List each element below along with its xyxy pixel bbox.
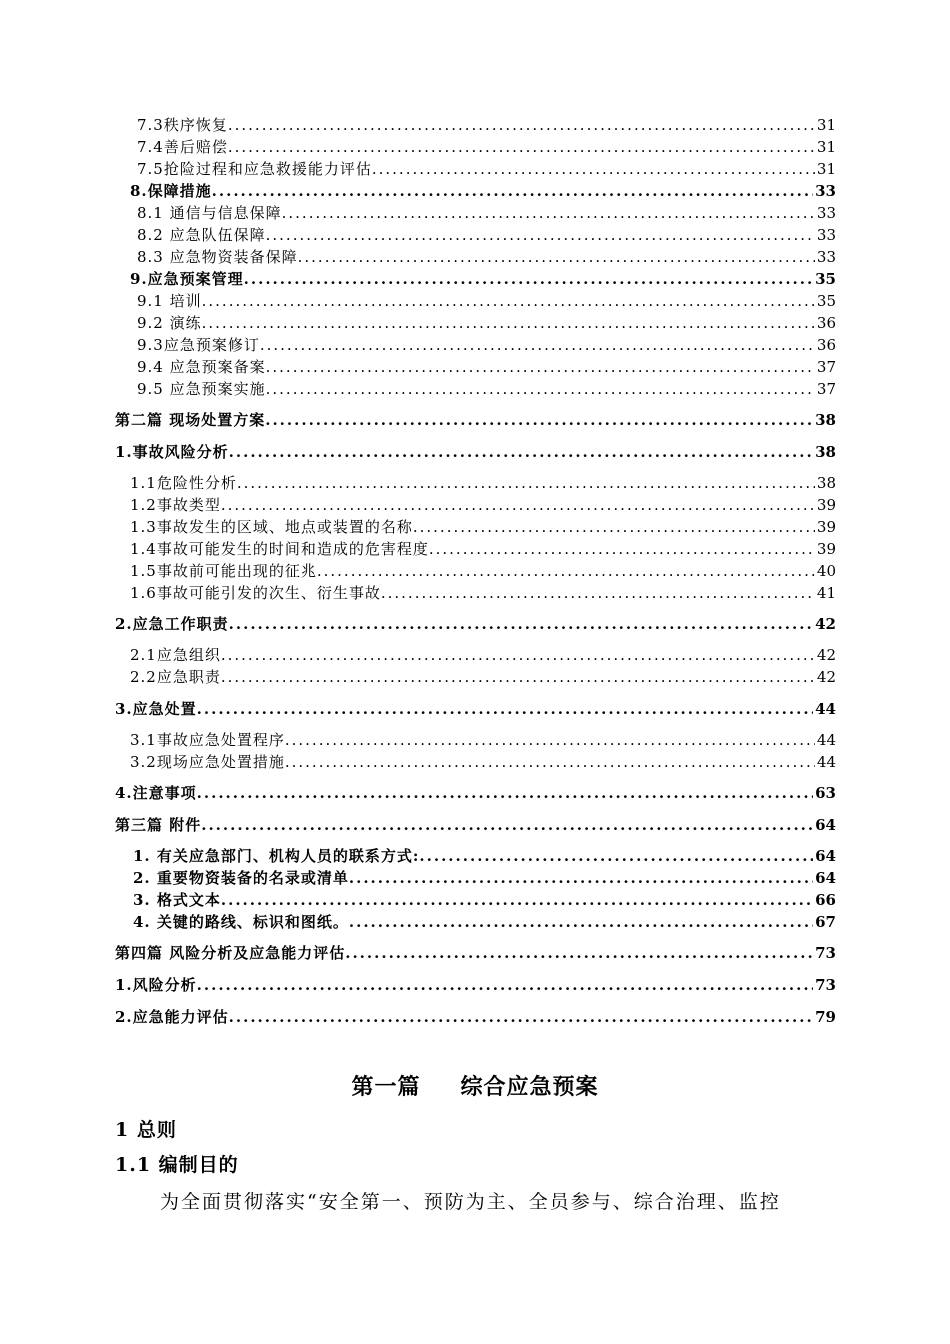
toc-entry-page: 33: [816, 248, 836, 266]
toc-entry[interactable]: [130, 473, 836, 493]
toc-entry[interactable]: [130, 583, 836, 603]
part-title-number: 第一篇: [351, 1074, 421, 1100]
toc-entry[interactable]: [133, 912, 836, 932]
toc-entry-title: 第四篇 风险分析及应急能力评估: [115, 944, 346, 962]
toc-entry-title: 8.2 应急队伍保障: [137, 226, 266, 244]
toc-entry-title: 9.3应急预案修订: [137, 336, 260, 354]
toc-entry[interactable]: [137, 379, 836, 399]
toc-entry-title: 3.应急处置: [115, 700, 197, 718]
toc-entry-title: 1.2事故类型: [130, 496, 221, 514]
toc-leader-dots: [285, 752, 815, 772]
toc-entry[interactable]: [115, 442, 836, 462]
toc-leader-dots: [419, 846, 813, 866]
toc-leader-dots: [349, 912, 813, 932]
toc-leader-dots: [221, 890, 813, 910]
toc-leader-dots: [229, 442, 813, 462]
toc-leader-dots: [260, 335, 815, 355]
toc-entry-page: 64: [815, 847, 836, 865]
toc-entry-title: 第三篇 附件: [115, 816, 202, 834]
toc-entry[interactable]: [115, 1007, 836, 1027]
toc-entry[interactable]: [130, 752, 836, 772]
toc-entry-title: 1.事故风险分析: [115, 443, 229, 461]
toc-leader-dots: [228, 137, 815, 157]
toc-leader-dots: [202, 291, 815, 311]
toc-entry-page: 33: [816, 226, 836, 244]
toc-leader-dots: [349, 868, 813, 888]
section-heading-1: 1 总则: [115, 1119, 177, 1141]
toc-entry-page: 67: [815, 913, 836, 931]
toc-leader-dots: [221, 645, 815, 665]
toc-entry-title: 3. 格式文本: [133, 891, 221, 909]
toc-entry[interactable]: [130, 645, 836, 665]
toc-entry-page: 66: [815, 891, 836, 909]
toc-leader-dots: [285, 730, 815, 750]
toc-entry-page: 73: [815, 976, 836, 994]
toc-leader-dots: [229, 614, 813, 634]
toc-entry-page: 36: [816, 336, 836, 354]
toc-entry[interactable]: [115, 815, 836, 835]
toc-entry-page: 44: [816, 731, 836, 749]
toc-entry-title: 8.1 通信与信息保障: [137, 204, 282, 222]
toc-entry[interactable]: [133, 868, 836, 888]
toc-entry-title: 7.4善后赔偿: [137, 138, 228, 156]
toc-entry[interactable]: [133, 846, 836, 866]
toc-entry-title: 2.应急能力评估: [115, 1008, 229, 1026]
toc-entry-page: 38: [815, 411, 836, 429]
toc-leader-dots: [244, 269, 813, 289]
toc-entry-page: 44: [816, 753, 836, 771]
toc-entry-title: 9.5 应急预案实施: [137, 380, 266, 398]
toc-leader-dots: [197, 975, 813, 995]
toc-entry-title: 4.注意事项: [115, 784, 197, 802]
toc-entry-title: 9.4 应急预案备案: [137, 358, 266, 376]
toc-entry-page: 64: [815, 869, 836, 887]
toc-entry-title: 9.2 演练: [137, 314, 202, 332]
toc-leader-dots: [317, 561, 815, 581]
toc-entry-page: 39: [816, 496, 836, 514]
toc-entry-title: 7.5抢险过程和应急救援能力评估: [137, 160, 372, 178]
toc-leader-dots: [228, 115, 815, 135]
toc-leader-dots: [266, 379, 815, 399]
section-heading-1-1: 1.1 编制目的: [115, 1154, 239, 1176]
toc-entry[interactable]: [137, 225, 836, 245]
toc-entry[interactable]: [130, 561, 836, 581]
toc-entry-title: 7.3秩序恢复: [137, 116, 228, 134]
toc-entry[interactable]: [130, 539, 836, 559]
toc-entry-page: 31: [816, 160, 836, 178]
toc-entry[interactable]: [130, 181, 836, 201]
toc-leader-dots: [197, 699, 813, 719]
part-title: [0, 1070, 950, 1101]
toc-entry-title: 1.风险分析: [115, 976, 197, 994]
toc-entry-title: 9.1 培训: [137, 292, 202, 310]
toc-entry[interactable]: [130, 269, 836, 289]
toc-leader-dots: [429, 539, 815, 559]
toc-entry-page: 33: [815, 182, 836, 200]
toc-leader-dots: [298, 247, 815, 267]
toc-entry-title: 8.3 应急物资装备保障: [137, 248, 298, 266]
toc-entry[interactable]: [130, 495, 836, 515]
toc-entry-title: 3.1事故应急处置程序: [130, 731, 285, 749]
toc-entry-page: 33: [816, 204, 836, 222]
toc-entry[interactable]: [137, 159, 836, 179]
toc-entry-title: 8.保障措施: [130, 182, 212, 200]
toc-leader-dots: [221, 495, 815, 515]
toc-leader-dots: [381, 583, 815, 603]
toc-leader-dots: [265, 410, 813, 430]
toc-entry-title: 3.2现场应急处置措施: [130, 753, 285, 771]
toc-entry[interactable]: [137, 357, 836, 377]
toc-entry-page: 40: [816, 562, 836, 580]
toc-leader-dots: [212, 181, 813, 201]
toc-entry-title: 1.6事故可能引发的次生、衍生事故: [130, 584, 381, 602]
toc-entry[interactable]: [137, 115, 836, 135]
toc-leader-dots: [413, 517, 815, 537]
toc-entry-title: 2.应急工作职责: [115, 615, 229, 633]
toc-leader-dots: [197, 783, 813, 803]
toc-entry[interactable]: [137, 137, 836, 157]
toc-leader-dots: [266, 357, 815, 377]
toc-entry[interactable]: [115, 943, 836, 963]
toc-entry-title: 1.1危险性分析: [130, 474, 237, 492]
toc-entry-page: 63: [815, 784, 836, 802]
toc-entry[interactable]: [115, 699, 836, 719]
toc-entry-title: 第二篇 现场处置方案: [115, 411, 266, 429]
toc-entry-page: 44: [815, 700, 836, 718]
toc-entry[interactable]: [115, 975, 836, 995]
toc-leader-dots: [282, 203, 815, 223]
toc-entry[interactable]: [130, 730, 836, 750]
toc-entry-page: 39: [816, 518, 836, 536]
toc-leader-dots: [266, 225, 815, 245]
toc-entry-page: 42: [816, 668, 836, 686]
toc-leader-dots: [229, 1007, 813, 1027]
toc-entry-page: 38: [816, 474, 836, 492]
toc-entry[interactable]: [115, 614, 836, 634]
toc-entry-title: 1. 有关应急部门、机构人员的联系方式:: [133, 847, 420, 865]
toc-entry-page: 42: [816, 646, 836, 664]
toc-entry-title: 2.2应急职责: [130, 668, 221, 686]
toc-entry[interactable]: [137, 247, 836, 267]
toc-entry-page: 42: [815, 615, 836, 633]
toc-entry-title: 1.4事故可能发生的时间和造成的危害程度: [130, 540, 429, 558]
toc-leader-dots: [237, 473, 815, 493]
toc-entry-page: 35: [816, 292, 836, 310]
toc-leader-dots: [201, 815, 813, 835]
toc-entry[interactable]: [133, 890, 836, 910]
toc-entry-page: 31: [816, 138, 836, 156]
toc-entry-page: 38: [815, 443, 836, 461]
toc-entry-page: 39: [816, 540, 836, 558]
body-paragraph: 为全面贯彻落实“安全第一、预防为主、全员参与、综合治理、监控: [160, 1191, 781, 1213]
toc-entry-page: 41: [816, 584, 836, 602]
toc-leader-dots: [221, 667, 815, 687]
toc-entry-page: 73: [815, 944, 836, 962]
toc-entry-title: 1.3事故发生的区域、地点或装置的名称: [130, 518, 413, 536]
toc-entry[interactable]: [130, 667, 836, 687]
toc-entry-page: 64: [815, 816, 836, 834]
toc-entry[interactable]: [137, 313, 836, 333]
toc-entry-title: 4. 关键的路线、标识和图纸。: [133, 913, 349, 931]
toc-entry-title: 1.5事故前可能出现的征兆: [130, 562, 317, 580]
toc-entry-page: 36: [816, 314, 836, 332]
toc-entry-page: 37: [816, 380, 836, 398]
toc-entry[interactable]: [130, 517, 836, 537]
part-title-name: 综合应急预案: [460, 1074, 599, 1100]
toc-entry-title: 2. 重要物资装备的名录或清单: [133, 869, 349, 887]
toc-leader-dots: [345, 943, 813, 963]
toc-entry-page: 37: [816, 358, 836, 376]
toc-entry[interactable]: [115, 783, 836, 803]
toc-entry[interactable]: [137, 335, 836, 355]
toc-leader-dots: [372, 159, 815, 179]
toc-entry[interactable]: [115, 410, 836, 430]
toc-leader-dots: [202, 313, 815, 333]
toc-entry-page: 31: [816, 116, 836, 134]
toc-entry-page: 79: [815, 1008, 836, 1026]
toc-entry[interactable]: [137, 203, 836, 223]
toc-entry-title: 2.1应急组织: [130, 646, 221, 664]
toc-entry-page: 35: [815, 270, 836, 288]
toc-entry[interactable]: [137, 291, 836, 311]
toc-entry-title: 9.应急预案管理: [130, 270, 244, 288]
